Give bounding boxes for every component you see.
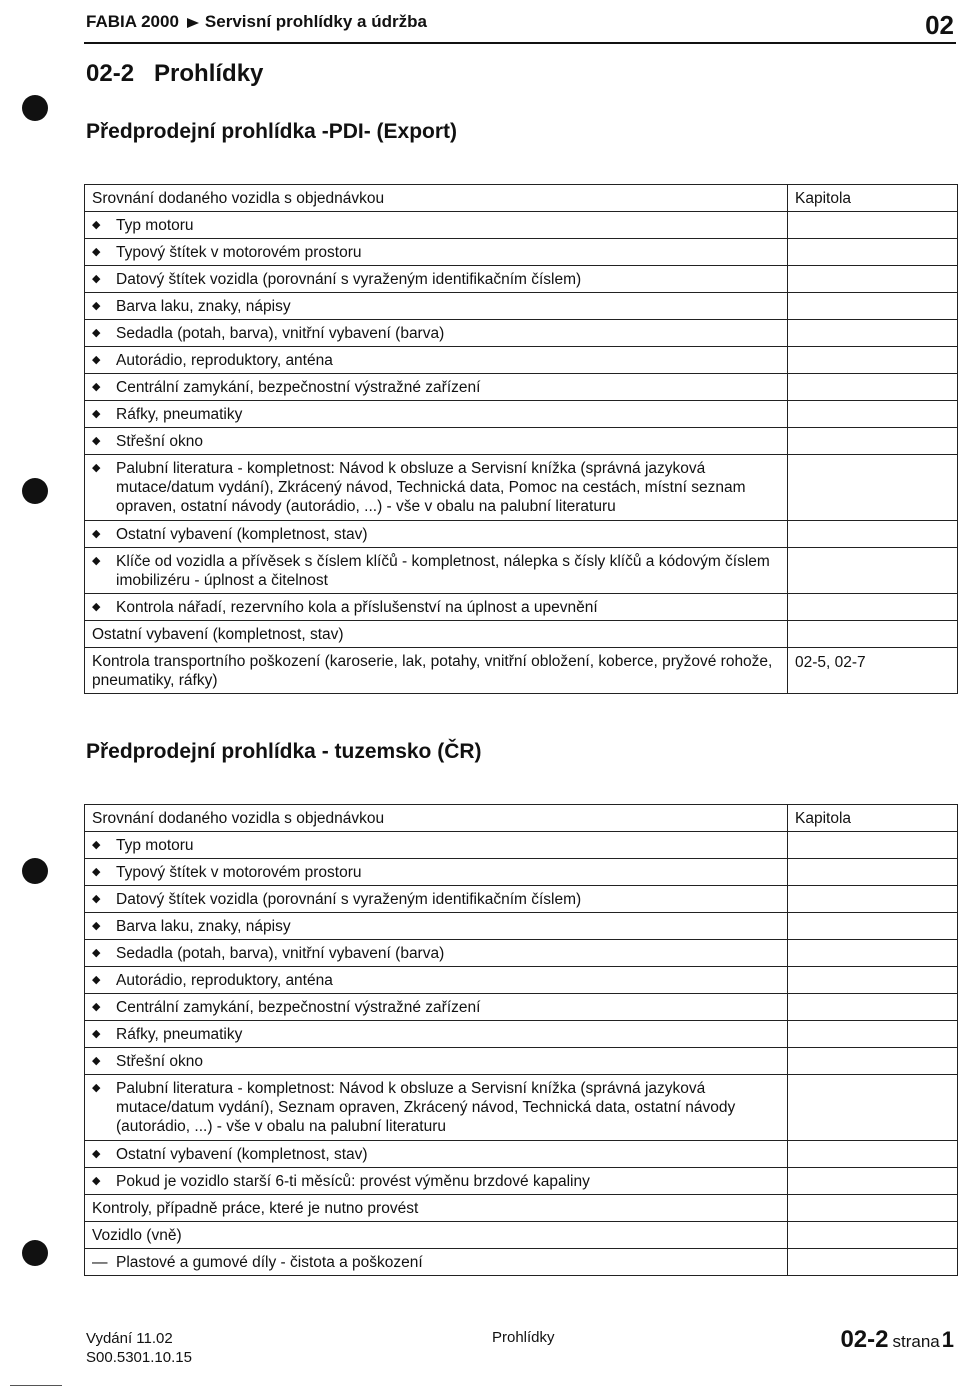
diamond-bullet-icon: ◆ <box>92 299 101 312</box>
diamond-bullet-icon: ◆ <box>92 1027 101 1040</box>
export-checklist-table <box>84 184 958 694</box>
section-title: Prohlídky <box>154 60 264 87</box>
diamond-bullet-icon: ◆ <box>92 527 101 540</box>
diamond-bullet-icon: ◆ <box>92 973 101 986</box>
diamond-bullet-icon: ◆ <box>92 1147 101 1160</box>
header-rule <box>84 42 956 44</box>
punch-hole-icon <box>22 478 48 504</box>
list-item: ◆ Typový štítek v motorovém prostoru <box>92 863 362 881</box>
list-item: ◆ Sedadla (potah, barva), vnitřní vybavení (barva) <box>92 944 445 962</box>
diamond-bullet-icon: ◆ <box>92 946 101 959</box>
diamond-bullet-icon: ◆ <box>92 462 101 474</box>
footer-page-number: 1 <box>941 1327 954 1352</box>
punch-hole-icon <box>22 1240 48 1266</box>
domestic-kapitola-header: Kapitola <box>788 805 958 832</box>
list-item: ◆ Autorádio, reproduktory, anténa <box>92 971 333 989</box>
dash-bullet-icon: — <box>92 1253 108 1271</box>
export-row-transport-ref: 02-5, 02-7 <box>788 648 958 694</box>
footer-doc-code: S00.5301.10.15 <box>86 1349 192 1366</box>
list-item: ◆ Kontrola nářadí, rezervního kola a příslušenství na úplnost a upevnění <box>92 598 598 616</box>
list-item: ◆ Střešní okno <box>92 432 204 450</box>
section-heading <box>86 60 263 88</box>
footer-edition: Vydání 11.02 <box>86 1330 173 1347</box>
header-chapter: 02 <box>925 10 954 40</box>
list-item: ◆ Palubní literatura - kompletnost: Návod k obsluze a Servisní knížka (správná jazyková mutace/datum vydání), Zkrácený návod, Technická data, Pomoc na cestách, místní seznam opraven, ostatní návody (autorádio, ...) - vše v obalu na palubní literaturu <box>92 460 746 515</box>
list-item: ◆ Palubní literatura - kompletnost: Návod k obsluze a Servisní knížka (správná jazyková mutace/datum vydání), Seznam opraven, Zkrácený návod, Technická data, ostatní návody (autorádio, ...) - vše v obalu na palubní literaturu <box>92 1080 736 1135</box>
footer-page-code: 02-2 <box>840 1326 889 1353</box>
footer-left <box>86 1329 192 1367</box>
diamond-bullet-icon: ◆ <box>92 838 101 851</box>
page-header-left <box>86 12 427 32</box>
punch-hole-icon <box>22 858 48 884</box>
diamond-bullet-icon: ◆ <box>92 1054 101 1067</box>
diamond-bullet-icon: ◆ <box>92 380 101 393</box>
list-item: ◆ Střešní okno <box>92 1052 204 1070</box>
diamond-bullet-icon: ◆ <box>92 1082 101 1094</box>
export-row-transport: Kontrola transportního poškození (karoserie, lak, potahy, vnitřní obložení, koberce, pryžové rohože, pneumatiky, ráfky) <box>85 648 788 694</box>
list-item: ◆ Centrální zamykání, bezpečnostní výstražné zařízení <box>92 998 481 1016</box>
list-item: ◆ Centrální zamykání, bezpečnostní výstražné zařízení <box>92 378 481 396</box>
list-item: ◆ Klíče od vozidla a přívěsek s číslem klíčů - kompletnost, nálepka s čísly klíčů a kódovým číslem imobilizéru - úplnost a čitelnost <box>92 552 770 589</box>
punch-hole-icon <box>22 95 48 121</box>
domestic-row-vehicle: Vozidlo (vně) <box>85 1222 788 1249</box>
list-item: ◆ Sedadla (potah, barva), vnitřní vybavení (barva) <box>92 324 445 342</box>
list-item: ◆ Ráfky, pneumatiky <box>92 1025 243 1043</box>
diamond-bullet-icon: ◆ <box>92 1000 101 1013</box>
list-item: — Plastové a gumové díly - čistota a poškození <box>92 1253 423 1271</box>
diamond-bullet-icon: ◆ <box>92 353 101 366</box>
domestic-row-checks: Kontroly, případně práce, které je nutno provést <box>85 1195 788 1222</box>
list-item: ◆ Datový štítek vozidla (porovnání s vyraženým identifikačním číslem) <box>92 270 582 288</box>
export-row-other: Ostatní vybavení (kompletnost, stav) <box>85 621 788 648</box>
diamond-bullet-icon: ◆ <box>92 407 101 420</box>
arrow-right-icon <box>187 18 199 28</box>
list-item: ◆ Barva laku, znaky, nápisy <box>92 917 291 935</box>
list-item: ◆ Pokud je vozidlo starší 6-ti měsíců: provést výměnu brzdové kapaliny <box>92 1172 590 1190</box>
list-item: ◆ Autorádio, reproduktory, anténa <box>92 351 333 369</box>
domestic-col-header: Srovnání dodaného vozidla s objednávkou <box>85 805 788 832</box>
list-item: ◆ Datový štítek vozidla (porovnání s vyraženým identifikačním číslem) <box>92 890 582 908</box>
diamond-bullet-icon: ◆ <box>92 272 101 285</box>
footer-center: Prohlídky <box>492 1329 555 1346</box>
diamond-bullet-icon: ◆ <box>92 434 101 447</box>
diamond-bullet-icon: ◆ <box>92 919 101 932</box>
list-item: ◆ Typ motoru <box>92 216 194 234</box>
footer-page <box>840 1326 954 1354</box>
diamond-bullet-icon: ◆ <box>92 892 101 905</box>
diamond-bullet-icon: ◆ <box>92 554 101 567</box>
diamond-bullet-icon: ◆ <box>92 245 101 258</box>
header-section-title: Servisní prohlídky a údržba <box>204 12 427 31</box>
diamond-bullet-icon: ◆ <box>92 865 101 878</box>
domestic-title: Předprodejní prohlídka - tuzemsko (ČR) <box>86 740 482 763</box>
list-item: ◆ Ráfky, pneumatiky <box>92 405 243 423</box>
footer-page-label: strana <box>892 1332 940 1351</box>
export-col-header: Srovnání dodaného vozidla s objednávkou <box>85 185 788 212</box>
list-item: ◆ Ostatní vybavení (kompletnost, stav) <box>92 1145 368 1163</box>
diamond-bullet-icon: ◆ <box>92 218 101 231</box>
list-item: ◆ Typ motoru <box>92 836 194 854</box>
header-model: FABIA 2000 <box>86 12 179 31</box>
section-number: 02-2 <box>86 60 135 87</box>
export-kapitola-header: Kapitola <box>788 185 958 212</box>
export-title: Předprodejní prohlídka -PDI- (Export) <box>86 120 458 143</box>
list-item: ◆ Barva laku, znaky, nápisy <box>92 297 291 315</box>
list-item: ◆ Typový štítek v motorovém prostoru <box>92 243 362 261</box>
diamond-bullet-icon: ◆ <box>92 600 101 613</box>
domestic-checklist-table <box>84 804 958 1276</box>
diamond-bullet-icon: ◆ <box>92 326 101 339</box>
list-item: ◆ Ostatní vybavení (kompletnost, stav) <box>92 525 368 543</box>
edge-mark <box>10 1385 62 1386</box>
diamond-bullet-icon: ◆ <box>92 1174 101 1187</box>
